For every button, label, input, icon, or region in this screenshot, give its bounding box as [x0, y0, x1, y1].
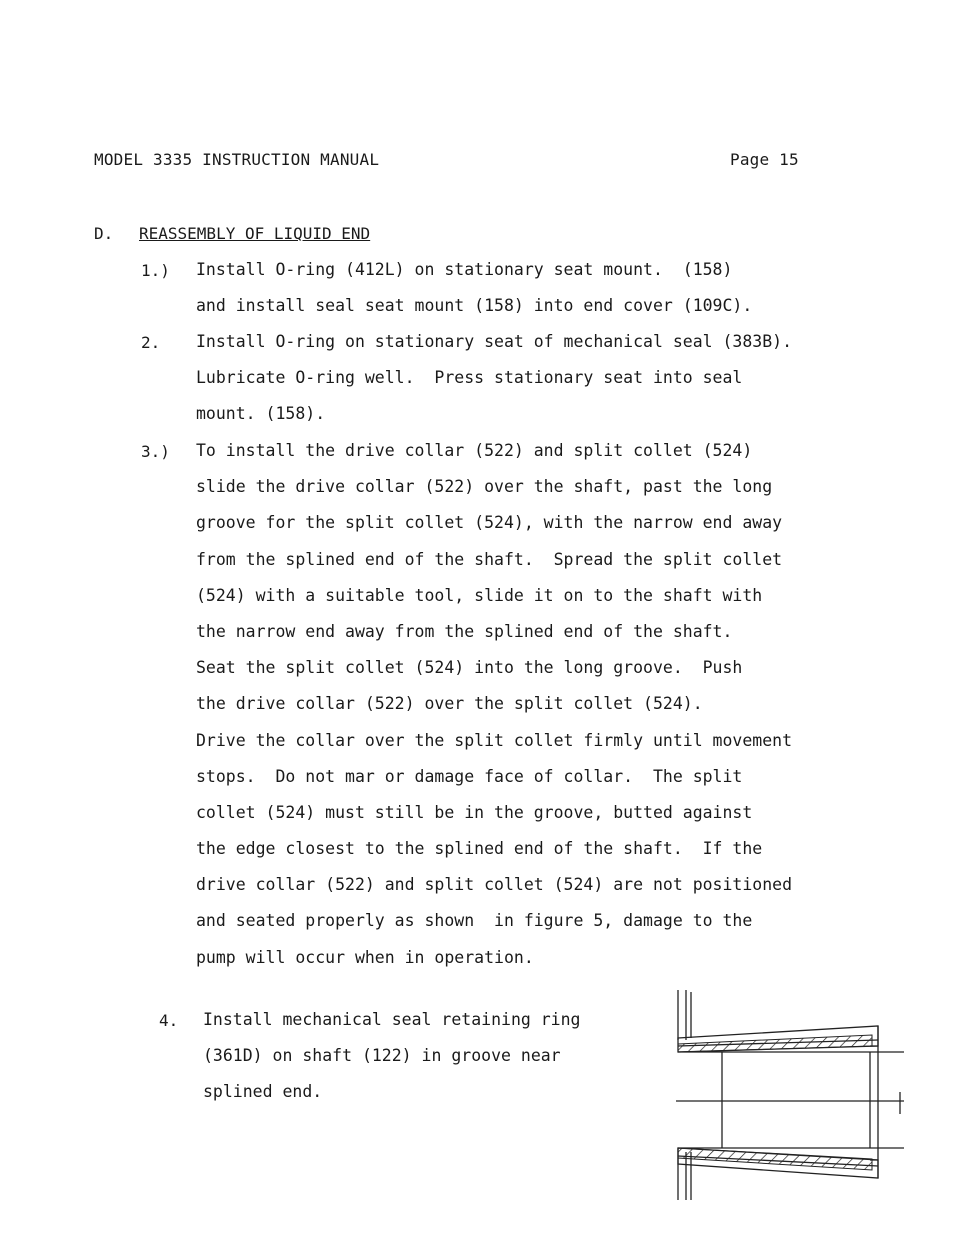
section-letter: D. — [94, 224, 114, 243]
step-2-text — [196, 324, 792, 433]
step-3-line: from the splined end of the shaft. Spread the split collet — [196, 549, 783, 569]
step-3-line: To install the drive collar (522) and split collet (524) — [196, 441, 753, 460]
step-4-line: (361D) on shaft (122) in groove near — [203, 1046, 561, 1066]
step-3-line: the edge closest to the splined end of the shaft. If the — [196, 839, 763, 859]
step-4-line: Install mechanical seal retaining ring — [203, 1010, 581, 1029]
step-3-line: collet (524) must still be in the groove, butted against — [196, 802, 753, 822]
step-1-line: Install O-ring (412L) on stationary seat mount. (158) — [196, 260, 733, 279]
step-3-line: the narrow end away from the splined end of the shaft. — [196, 621, 733, 641]
step-3-number: 3.) — [141, 442, 170, 461]
step-3-line: the drive collar (522) over the split collet (524). — [196, 694, 703, 714]
step-3-line: Seat the split collet (524) into the long groove. Push — [196, 658, 743, 678]
step-2-number: 2. — [141, 333, 161, 352]
step-1-line: and install seal seat mount (158) into end cover (109C). — [196, 296, 753, 316]
step-3-line: Drive the collar over the split collet firmly until movement — [196, 730, 793, 750]
header-title: MODEL 3335 INSTRUCTION MANUAL — [94, 150, 380, 169]
step-2-line: Lubricate O-ring well. Press stationary seat into seal — [196, 368, 743, 388]
step-3-line: pump will occur when in operation. — [196, 947, 534, 967]
step-3-line: stops. Do not mar or damage face of collar. The split — [196, 766, 743, 786]
step-4-number: 4. — [159, 1011, 179, 1030]
step-3-text — [196, 433, 792, 976]
step-1-text — [196, 252, 752, 324]
step-2-line: Install O-ring on stationary seat of mechanical seal (383B). — [196, 332, 793, 351]
step-1-number: 1.) — [141, 261, 170, 280]
section-title: REASSEMBLY OF LIQUID END — [139, 224, 371, 243]
header-page-number: Page 15 — [730, 150, 799, 169]
step-4-line: splined end. — [203, 1082, 323, 1102]
step-3-line: and seated properly as shown in figure 5, damage to the — [196, 911, 753, 931]
step-3-line: drive collar (522) and split collet (524) are not positioned — [196, 875, 793, 895]
collar-collet-figure — [672, 988, 908, 1204]
step-3-line: groove for the split collet (524), with the narrow end away — [196, 513, 783, 533]
step-3-line: (524) with a suitable tool, slide it on to the shaft with — [196, 585, 763, 605]
step-3-line: slide the drive collar (522) over the shaft, past the long — [196, 477, 773, 497]
step-4-text — [203, 1002, 581, 1111]
step-2-line: mount. (158). — [196, 404, 326, 424]
